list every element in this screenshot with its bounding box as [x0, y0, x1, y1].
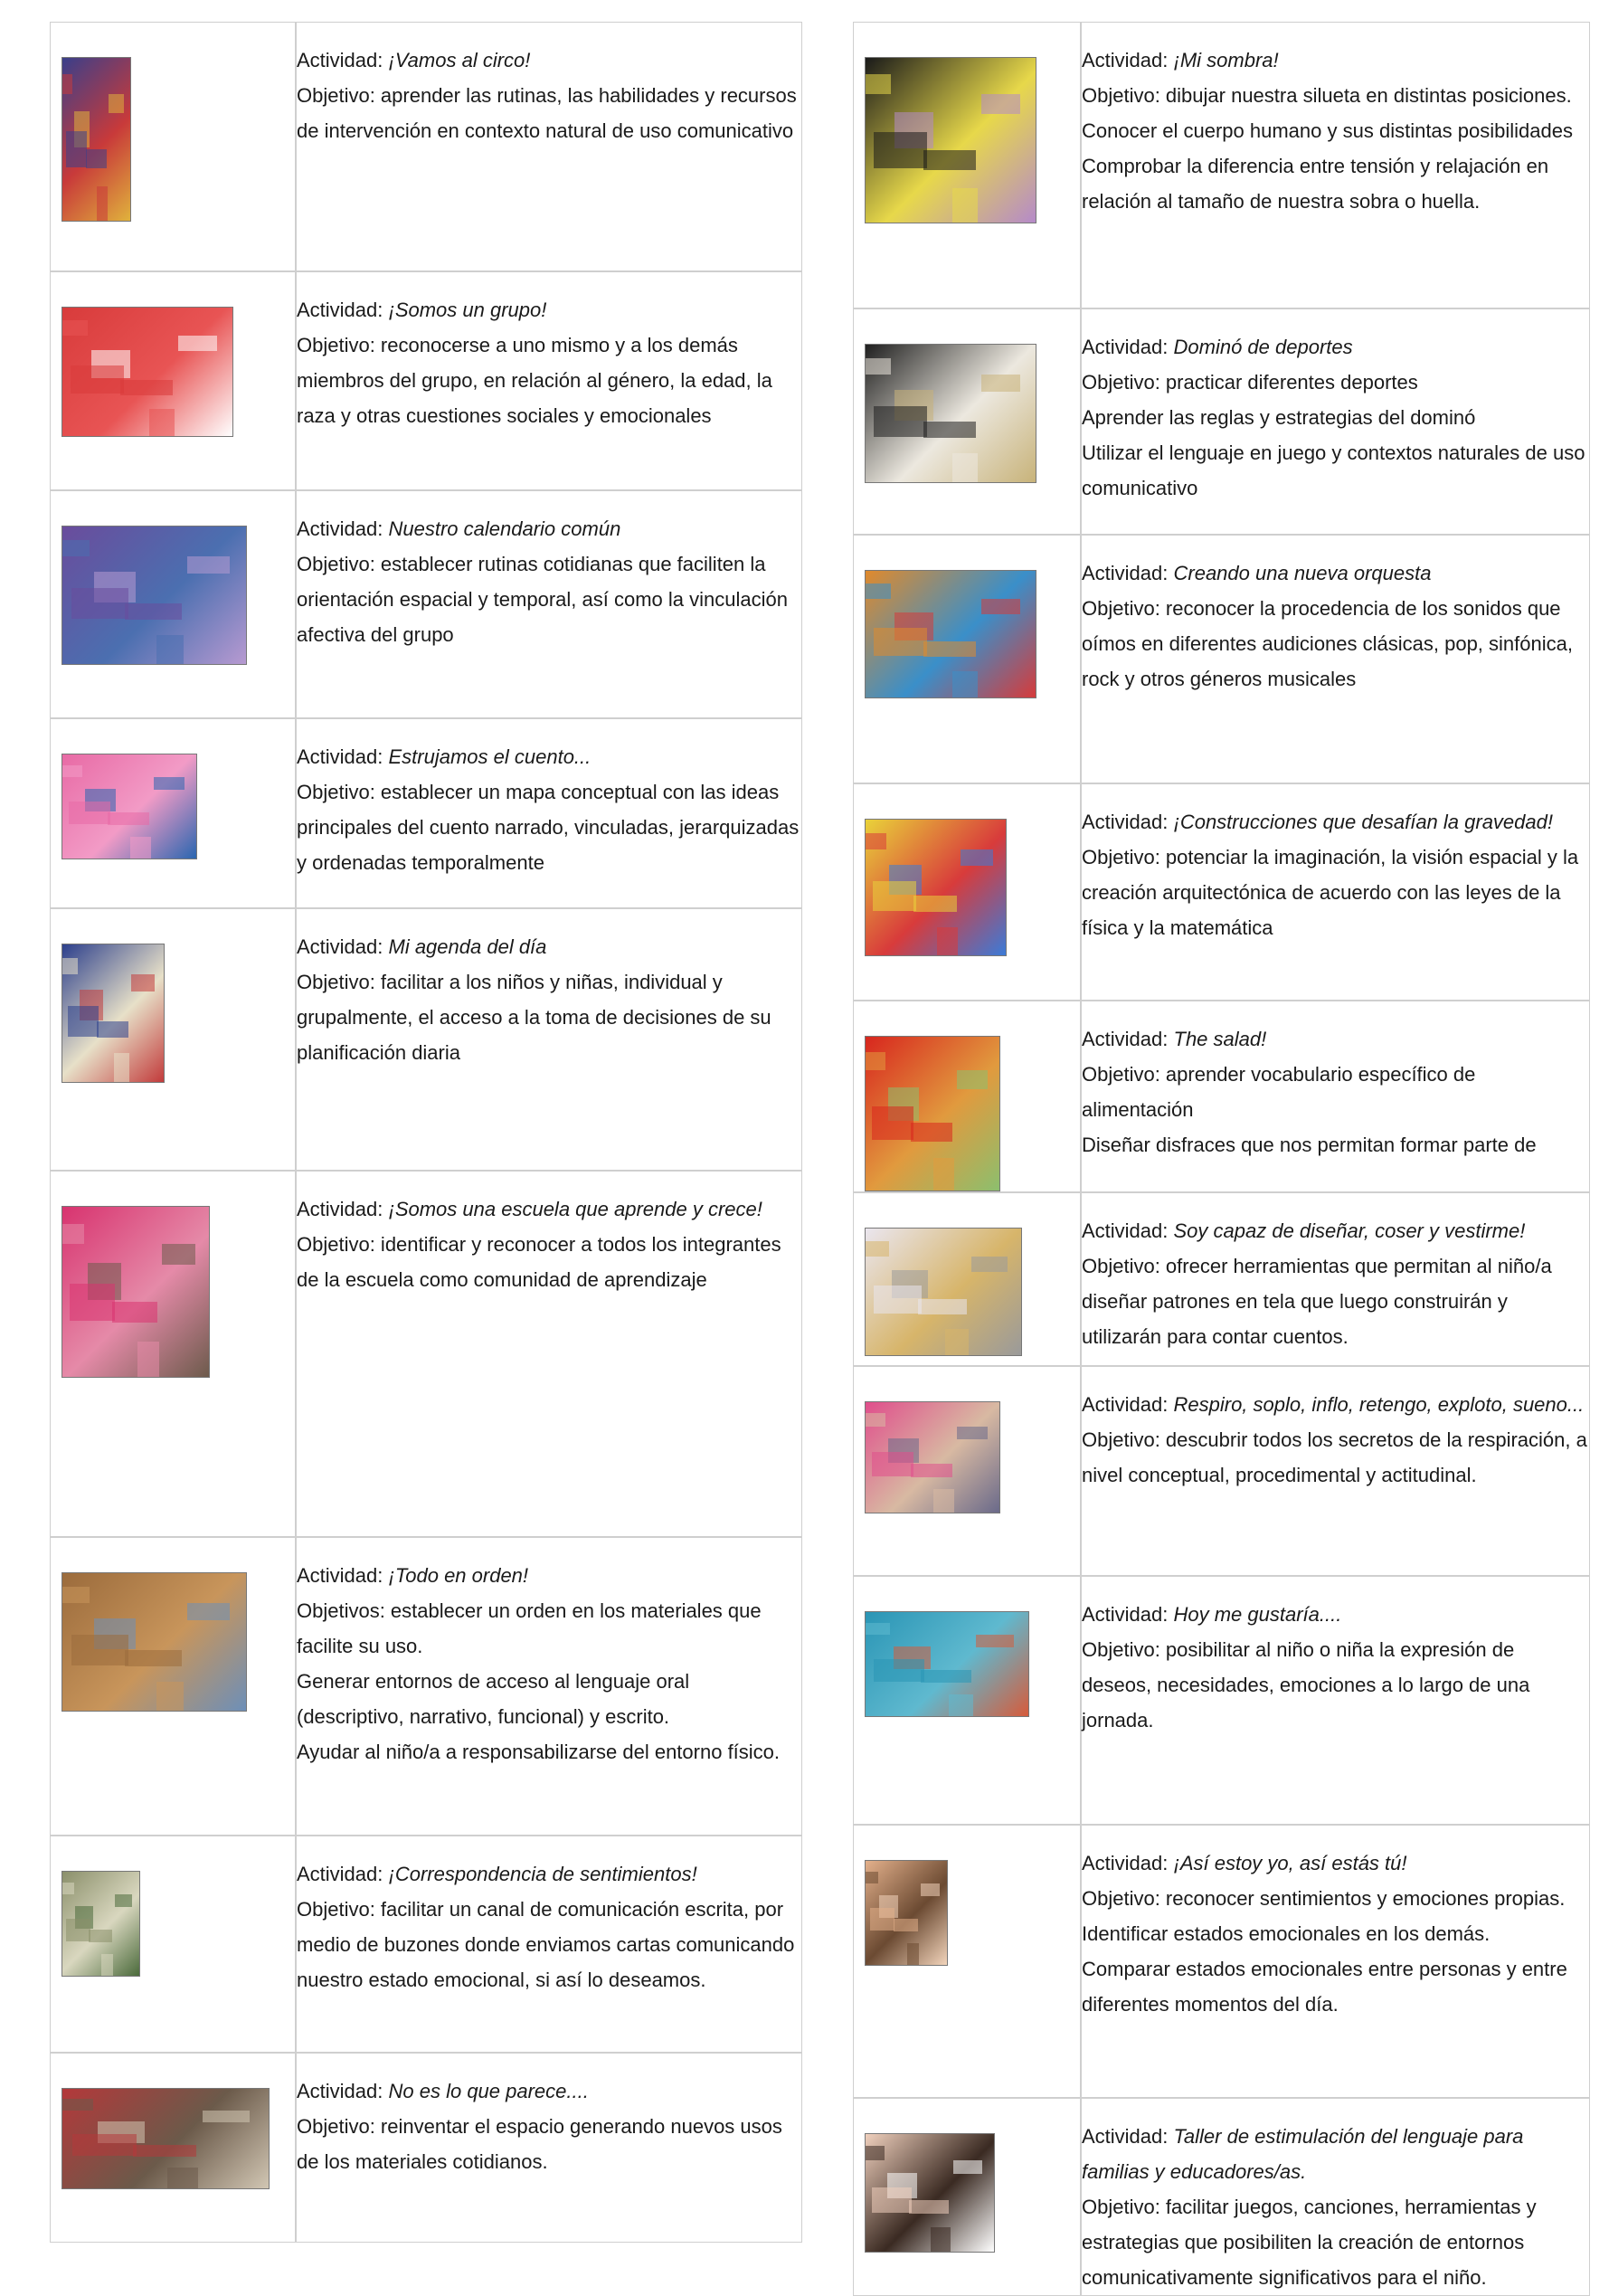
photo-detail — [866, 1052, 885, 1070]
activity-description-cell — [1081, 2098, 1590, 2296]
shadow-cards-photo — [865, 57, 1036, 223]
activity-description-cell — [296, 2053, 802, 2243]
activity-objective: Objetivo: aprender las rutinas, las habilidades y recursos de intervención en contexto natural de uso comunicativo — [297, 84, 797, 142]
activity-name: The salad! — [1173, 1028, 1267, 1050]
photo-detail — [866, 1413, 885, 1427]
activity-name: Nuestro calendario común — [388, 517, 621, 540]
photo-detail — [133, 2145, 197, 2157]
activity-image-cell — [50, 1171, 296, 1537]
photo-detail — [866, 1872, 878, 1884]
activity-objective: Comparar estados emocionales entre personas y entre diferentes momentos del día. — [1082, 1958, 1567, 2016]
activity-image-cell — [50, 908, 296, 1171]
activity-row — [853, 783, 1590, 1001]
photo-detail — [120, 380, 173, 395]
photo-detail — [923, 422, 976, 438]
mailboxes-photo — [62, 1871, 140, 1977]
photo-detail — [874, 406, 926, 436]
activity-image-cell — [853, 308, 1081, 535]
photo-detail — [70, 1284, 115, 1321]
activity-image-cell — [853, 1825, 1081, 2098]
activity-title — [1082, 43, 1589, 78]
activity-description-cell — [296, 908, 802, 1171]
photo-detail — [911, 1464, 952, 1477]
photo-detail — [66, 1919, 90, 1941]
activity-image-cell — [853, 1192, 1081, 1366]
activity-row — [50, 490, 802, 718]
activity-label: Actividad: — [1082, 811, 1174, 833]
activity-name: ¡Somos un grupo! — [388, 299, 547, 321]
photo-detail — [909, 2200, 949, 2215]
photo-detail — [872, 1106, 913, 1140]
activity-description-cell — [296, 1171, 802, 1537]
activity-objective: Identificar estados emocionales en los demás. — [1082, 1922, 1491, 1945]
photo-detail — [933, 1489, 953, 1513]
photo-detail — [874, 1659, 924, 1682]
pink-poster-photo — [62, 754, 197, 859]
photo-detail — [872, 1452, 913, 1476]
activity-image-cell — [853, 783, 1081, 1001]
activity-name: ¡Mi sombra! — [1173, 49, 1279, 71]
photo-detail — [72, 2134, 137, 2156]
photo-detail — [108, 812, 149, 825]
right-activity-table — [853, 22, 1590, 2296]
photo-detail — [907, 1943, 920, 1966]
activity-objective: Objetivo: reconocer sentimientos y emociones propias. — [1082, 1887, 1566, 1910]
photo-detail — [156, 635, 184, 665]
photo-detail — [923, 641, 976, 657]
activity-description-cell — [1081, 1576, 1590, 1825]
photo-detail — [137, 1342, 159, 1378]
activity-title — [1082, 1213, 1589, 1248]
photo-detail — [156, 1682, 184, 1712]
photo-detail — [97, 1021, 128, 1038]
photo-detail — [125, 603, 182, 620]
activity-label: Actividad: — [1082, 1393, 1174, 1416]
activity-description-cell — [1081, 535, 1590, 783]
activity-name: ¡Vamos al circo! — [388, 49, 531, 71]
activity-label: Actividad: — [297, 1198, 389, 1220]
activity-label: Actividad: — [1082, 2125, 1174, 2148]
activity-description-cell — [1081, 1825, 1590, 2098]
photo-detail — [971, 1257, 1008, 1272]
activity-image-cell — [853, 22, 1081, 308]
photo-detail — [203, 2111, 250, 2122]
photo-detail — [62, 540, 90, 556]
activity-label: Actividad: — [297, 299, 389, 321]
photo-detail — [62, 320, 88, 336]
activity-objective: Conocer el cuerpo humano y sus distintas posibilidades — [1082, 119, 1573, 142]
calendar-board-photo — [62, 526, 247, 665]
photo-detail — [187, 556, 230, 573]
activity-image-cell — [50, 271, 296, 490]
activity-row — [50, 1537, 802, 1836]
photo-detail — [69, 802, 110, 824]
activity-description-cell — [296, 22, 802, 271]
photo-detail — [125, 1650, 182, 1666]
photo-detail — [71, 365, 123, 394]
photo-detail — [952, 671, 978, 698]
activity-name: ¡Todo en orden! — [388, 1564, 529, 1587]
photo-detail — [911, 1123, 952, 1141]
activity-row — [853, 308, 1590, 535]
activity-label: Actividad: — [297, 2080, 389, 2102]
activity-name: Respiro, soplo, inflo, retengo, exploto, sueno... — [1173, 1393, 1585, 1416]
activity-description-cell — [296, 1537, 802, 1836]
photo-detail — [866, 583, 891, 599]
activity-title — [297, 739, 801, 774]
activity-objective: Objetivos: establecer un orden en los materiales que facilite su uso. — [297, 1599, 762, 1657]
activity-row — [50, 1836, 802, 2053]
left-activity-table — [50, 22, 802, 2243]
activity-title — [297, 1191, 801, 1227]
activity-objective: Objetivo: ofrecer herramientas que permitan al niño/a diseñar patrones en tela que luego construirán y utilizarán para contar cuentos. — [1082, 1255, 1552, 1348]
photo-detail — [874, 628, 926, 656]
activity-image-cell — [853, 2098, 1081, 2296]
photo-detail — [931, 2227, 950, 2253]
activity-objective: Objetivo: reinventar el espacio generando nuevos usos de los materiales cotidianos. — [297, 2115, 782, 2173]
photo-detail — [187, 1603, 230, 1619]
activity-objective: Generar entornos de acceso al lenguaje oral (descriptivo, narrativo, funcional) y escrito. — [297, 1670, 690, 1728]
photo-detail — [866, 1623, 890, 1636]
photo-detail — [874, 132, 926, 168]
activity-row — [853, 1366, 1590, 1576]
photo-detail — [873, 881, 916, 911]
photo-detail — [866, 833, 886, 849]
activity-title — [1082, 2119, 1589, 2189]
domino-cards-photo — [865, 344, 1036, 483]
photo-detail — [961, 849, 993, 866]
activity-name: Dominó de deportes — [1173, 336, 1353, 358]
photo-detail — [945, 1329, 969, 1356]
activity-objective: Comprobar la diferencia entre tensión y relajación en relación al tamaño de nuestra sobra o huella. — [1082, 155, 1549, 213]
activity-row — [853, 2098, 1590, 2296]
activity-title — [1082, 1387, 1589, 1422]
photo-detail — [866, 74, 891, 94]
activity-label: Actividad: — [1082, 1603, 1174, 1626]
activity-objective: Diseñar disfraces que nos permitan formar parte de — [1082, 1134, 1537, 1156]
activity-image-cell — [50, 1537, 296, 1836]
activity-title — [297, 511, 801, 546]
pinwheel-photo — [865, 1401, 1000, 1513]
activity-title — [1082, 329, 1589, 365]
photo-detail — [870, 1908, 895, 1931]
photo-detail — [167, 2168, 198, 2189]
photo-detail — [86, 149, 107, 169]
activity-name: ¡Construcciones que desafían la gravedad! — [1173, 811, 1553, 833]
photo-detail — [933, 1158, 953, 1191]
photo-detail — [918, 1299, 966, 1314]
photo-detail — [957, 1427, 988, 1440]
activity-label: Actividad: — [297, 517, 389, 540]
photo-detail — [937, 927, 958, 957]
activity-label: Actividad: — [1082, 49, 1174, 71]
activity-row — [50, 2053, 802, 2243]
activity-description-cell — [296, 490, 802, 718]
photo-detail — [97, 186, 107, 222]
photo-detail — [71, 1635, 128, 1665]
photo-detail — [112, 1302, 157, 1323]
photo-detail — [921, 1670, 971, 1683]
blue-board-photo — [865, 1611, 1029, 1717]
activity-description-cell — [296, 1836, 802, 2053]
activity-name: Creando una nueva orquesta — [1173, 562, 1432, 584]
activity-objective: Objetivo: establecer un mapa conceptual con las ideas principales del cuento narrado, vinculadas, jerarquizadas y ordenadas temporalmente — [297, 781, 800, 874]
mother-baby-photo — [865, 2133, 995, 2253]
activity-row — [853, 1192, 1590, 1366]
photo-detail — [949, 1694, 973, 1717]
activity-name: ¡Así estoy yo, así estás tú! — [1173, 1852, 1407, 1874]
activity-label: Actividad: — [297, 935, 389, 958]
activity-name: Mi agenda del día — [388, 935, 547, 958]
activity-label: Actividad: — [1082, 1028, 1174, 1050]
activity-description-cell — [1081, 1366, 1590, 1576]
activity-name: Estrujamos el cuento... — [388, 745, 592, 768]
photo-detail — [921, 1883, 940, 1896]
vegetable-costumes-photo — [865, 1036, 1000, 1191]
activity-description-cell — [1081, 1192, 1590, 1366]
activity-name: ¡Somos una escuela que aprende y crece! — [388, 1198, 762, 1220]
activity-objective: Objetivo: posibilitar al niño o niña la expresión de deseos, necesidades, emociones a lo largo de una jornada. — [1082, 1638, 1530, 1731]
photo-detail — [62, 2099, 93, 2111]
activity-title — [1082, 804, 1589, 840]
activity-image-cell — [853, 1576, 1081, 1825]
activity-label: Actividad: — [297, 49, 389, 71]
photo-detail — [952, 188, 978, 223]
activity-objective: Objetivo: dibujar nuestra silueta en distintas posiciones. — [1082, 84, 1572, 107]
activity-title — [297, 1558, 801, 1593]
activity-label: Actividad: — [297, 1564, 389, 1587]
photo-detail — [62, 74, 72, 94]
photo-detail — [952, 453, 978, 483]
activity-objective: Objetivo: practicar diferentes deportes — [1082, 371, 1418, 394]
activity-objective: Utilizar el lenguaje en juego y contextos naturales de uso comunicativo — [1082, 441, 1585, 499]
building-blocks-photo — [865, 819, 1007, 956]
activity-objective: Objetivo: facilitar a los niños y niñas, individual y grupalmente, el acceso a la toma de decisiones de su planificación diaria — [297, 971, 771, 1064]
photo-detail — [66, 131, 87, 167]
activity-row — [50, 908, 802, 1171]
photo-detail — [62, 1587, 90, 1603]
activity-image-cell — [50, 718, 296, 908]
activity-description-cell — [1081, 1001, 1590, 1192]
photo-detail — [62, 958, 78, 974]
daily-schedule-photo — [62, 944, 165, 1083]
activity-name: Soy capaz de diseñar, coser y vestirme! — [1173, 1219, 1526, 1242]
photo-detail — [981, 94, 1020, 114]
activity-row — [50, 718, 802, 908]
activity-objective: Objetivo: facilitar juegos, canciones, herramientas y estrategias que posibiliten la creación de entornos comunicativamente significativos para el niño. — [1082, 2196, 1537, 2289]
activity-objective: Objetivo: facilitar un canal de comunicación escrita, por medio de buzones donde enviamos cartas comunicando nuestro estado emocional, si así lo deseamos. — [297, 1898, 795, 1991]
activity-image-cell — [50, 22, 296, 271]
photo-detail — [101, 1954, 113, 1977]
activity-title — [1082, 1021, 1589, 1057]
activity-objective: Aprender las reglas y estrategias del dominó — [1082, 406, 1476, 429]
photo-detail — [866, 358, 891, 375]
photo-detail — [115, 1894, 133, 1907]
photo-detail — [872, 2187, 912, 2214]
activity-label: Actividad: — [297, 1863, 389, 1885]
photo-detail — [894, 1919, 919, 1931]
school-photo-wall — [62, 1206, 210, 1378]
activity-row — [50, 271, 802, 490]
instrument-cards-photo — [865, 570, 1036, 698]
activity-row — [853, 1001, 1590, 1192]
photo-detail — [109, 94, 124, 114]
photo-detail — [923, 150, 976, 170]
activity-objective: Objetivo: reconocerse a uno mismo y a los demás miembros del grupo, en relación al género, la edad, la raza y otras cuestiones sociales y emocionales — [297, 334, 772, 427]
activity-row — [50, 22, 802, 271]
photo-detail — [71, 588, 128, 618]
shelves-photo — [62, 1572, 247, 1712]
photo-detail — [981, 599, 1020, 614]
photo-detail — [149, 409, 175, 437]
photo-detail — [131, 974, 155, 991]
costume-patterns-photo — [865, 1228, 1022, 1356]
activity-objective: Objetivo: reconocer la procedencia de los sonidos que oímos en diferentes audiciones clásicas, pop, sinfónica, rock y otros géneros musicales — [1082, 597, 1573, 690]
activity-title — [297, 929, 801, 964]
photo-detail — [89, 1930, 112, 1942]
activity-objective: Objetivo: identificar y reconocer a todos los integrantes de la escuela como comunidad de aprendizaje — [297, 1233, 781, 1291]
activity-label: Actividad: — [297, 745, 389, 768]
red-wall-figures-photo — [62, 307, 233, 437]
activity-label: Actividad: — [1082, 336, 1174, 358]
play-area-photo — [62, 2088, 270, 2189]
activity-name: Taller de estimulación del lenguaje para familias y educadores/as. — [1082, 2125, 1524, 2183]
photo-detail — [976, 1635, 1013, 1647]
activity-title — [297, 1856, 801, 1892]
activity-image-cell — [50, 1836, 296, 2053]
photo-detail — [62, 765, 82, 778]
face-expressions-photo — [865, 1860, 948, 1966]
photo-detail — [957, 1070, 988, 1088]
photo-detail — [130, 837, 150, 859]
activity-image-cell — [50, 490, 296, 718]
activity-row — [853, 535, 1590, 783]
activity-title — [1082, 1845, 1589, 1881]
activity-objective: Ayudar al niño/a a responsabilizarse del entorno físico. — [297, 1741, 781, 1763]
activity-row — [853, 1576, 1590, 1825]
photo-detail — [866, 1241, 889, 1257]
activity-description-cell — [1081, 308, 1590, 535]
photo-detail — [874, 1286, 922, 1314]
photo-detail — [114, 1053, 129, 1083]
photo-detail — [953, 2160, 983, 2175]
activity-name: Hoy me gustaría.... — [1173, 1603, 1342, 1626]
activity-row — [853, 22, 1590, 308]
activity-image-cell — [853, 1366, 1081, 1576]
activity-label: Actividad: — [1082, 1852, 1174, 1874]
activity-title — [1082, 1597, 1589, 1632]
activity-objective: Objetivo: descubrir todos los secretos de la respiración, a nivel conceptual, procedimental y actitudinal. — [1082, 1428, 1587, 1486]
activity-objective: Objetivo: potenciar la imaginación, la visión espacial y la creación arquitectónica de acuerdo con las leyes de la física y la matemática — [1082, 846, 1579, 939]
photo-detail — [68, 1006, 99, 1036]
activity-description-cell — [296, 271, 802, 490]
photo-detail — [913, 896, 957, 912]
activity-description-cell — [1081, 783, 1590, 1001]
activity-objective: Objetivo: aprender vocabulario específico de alimentación — [1082, 1063, 1476, 1121]
activity-image-cell — [853, 1001, 1081, 1192]
activity-title — [297, 292, 801, 327]
photo-detail — [154, 777, 185, 790]
photo-detail — [62, 1224, 84, 1245]
activity-objective: Objetivo: establecer rutinas cotidianas que faciliten la orientación espacial y temporal, así como la vinculación afectiva del grupo — [297, 553, 788, 646]
activity-label: Actividad: — [1082, 562, 1174, 584]
photo-detail — [866, 2146, 885, 2160]
activity-image-cell — [50, 2053, 296, 2243]
photo-detail — [178, 336, 217, 351]
activity-row — [853, 1825, 1590, 2098]
activity-image-cell — [853, 535, 1081, 783]
activity-name: No es lo que parece.... — [388, 2080, 589, 2102]
activity-label: Actividad: — [1082, 1219, 1174, 1242]
photo-detail — [981, 375, 1020, 391]
bulletin-board-photo — [62, 57, 131, 222]
activity-description-cell — [1081, 22, 1590, 308]
activity-description-cell — [296, 718, 802, 908]
activity-title — [297, 2073, 801, 2109]
activity-name: ¡Correspondencia de sentimientos! — [388, 1863, 697, 1885]
activity-title — [1082, 555, 1589, 591]
activity-title — [297, 43, 801, 78]
photo-detail — [62, 1883, 74, 1895]
photo-detail — [162, 1244, 195, 1265]
activity-row — [50, 1171, 802, 1537]
